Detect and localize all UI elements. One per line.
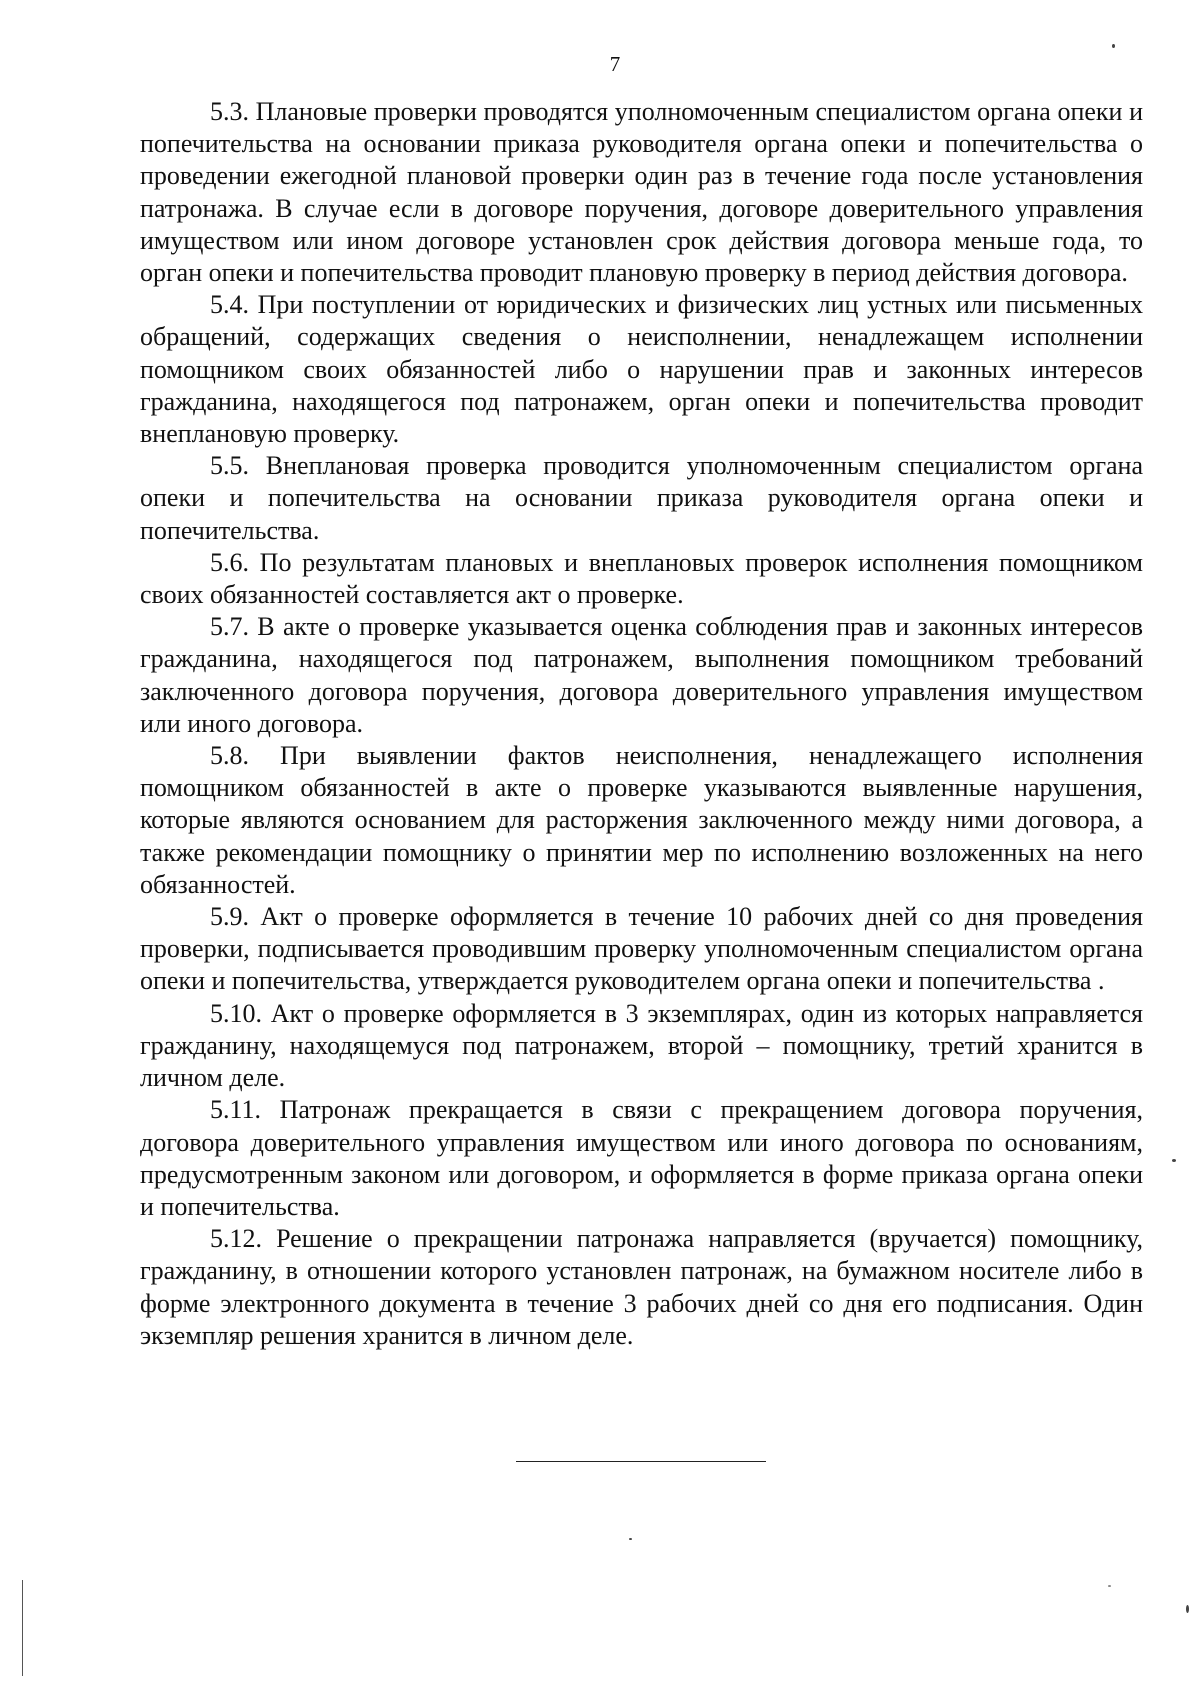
scan-speck [1172, 1159, 1176, 1162]
paragraph-5-5: 5.5. Внеплановая проверка проводится уполномоченным специалистом органа опеки и попечительства на основании приказа руководителя органа опеки и попечительства. [140, 451, 1143, 545]
paragraph-5-6: 5.6. По результатам плановых и внеплановых проверок исполнения помощником своих обязанностей составляется акт о проверке. [140, 547, 1143, 610]
paragraph-5-12: 5.12. Решение о прекращении патронажа направляется (вручается) помощнику, гражданину, в отношении которого установлен патронаж, на бумажном носителе либо в форме электронного документа в течение 3 рабочих дней со дня его подписания. Один экземпляр решения хранится в личном деле. [140, 1224, 1143, 1350]
page-number: 7 [609, 52, 621, 76]
paragraph-5-7: 5.7. В акте о проверке указывается оценка соблюдения прав и законных интересов гражданина, находящегося под патронажем, выполнения помощником требований заключенного договора поручения, договора доверительного управления имуществом или иного договора. [140, 612, 1143, 738]
document-body [140, 96, 1143, 1352]
scan-speck [1186, 1605, 1189, 1613]
paragraph-5-3: 5.3. Плановые проверки проводятся уполномоченным специалистом органа опеки и попечительства на основании приказа руководителя органа опеки и попечительства о проведении ежегодной плановой проверки один раз в течение года после установления патронажа. В случае если в договоре поручения, договоре доверительного управления имуществом или ином договоре установлен срок действия договора меньше года, то орган опеки и попечительства проводит плановую проверку в период действия договора. [140, 97, 1143, 288]
paragraph-5-11: 5.11. Патронаж прекращается в связи с прекращением договора поручения, договора доверительного управления имуществом или иного договора по основаниям, предусмотренным законом или договором, и оформляется в форме приказа органа опеки и попечительства. [140, 1095, 1143, 1221]
scan-speck [1112, 44, 1115, 48]
paragraph-5-8: 5.8. При выявлении фактов неисполнения, ненадлежащего исполнения помощником обязанностей в акте о проверке указываются выявленные нарушения, которые являются основанием для расторжения заключенного между ними договора, а также рекомендации помощнику о принятии мер по исполнению возложенных на него обязанностей. [140, 741, 1143, 899]
scan-speck [629, 1538, 632, 1540]
scan-speck [1108, 1585, 1111, 1587]
end-of-document-rule [516, 1461, 766, 1462]
paragraph-5-10: 5.10. Акт о проверке оформляется в 3 экземплярах, один из которых направляется гражданину, находящемуся под патронажем, второй – помощнику, третий хранится в личном деле. [140, 998, 1143, 1093]
scan-edge-line [22, 1580, 23, 1676]
paragraph-5-9: 5.9. Акт о проверке оформляется в течение 10 рабочих дней со дня проведения проверки, подписывается проводившим проверку уполномоченным специалистом органа опеки и попечительства, утверждается руководителем органа опеки и попечительства . [140, 902, 1143, 996]
paragraph-5-4: 5.4. При поступлении от юридических и физических лиц устных или письменных обращений, содержащих сведения о неисполнении, ненадлежащем исполнении помощником своих обязанностей либо о нарушении прав и законных интересов гражданина, находящегося под патронажем, орган опеки и попечительства проводит внеплановую проверку. [140, 290, 1143, 449]
